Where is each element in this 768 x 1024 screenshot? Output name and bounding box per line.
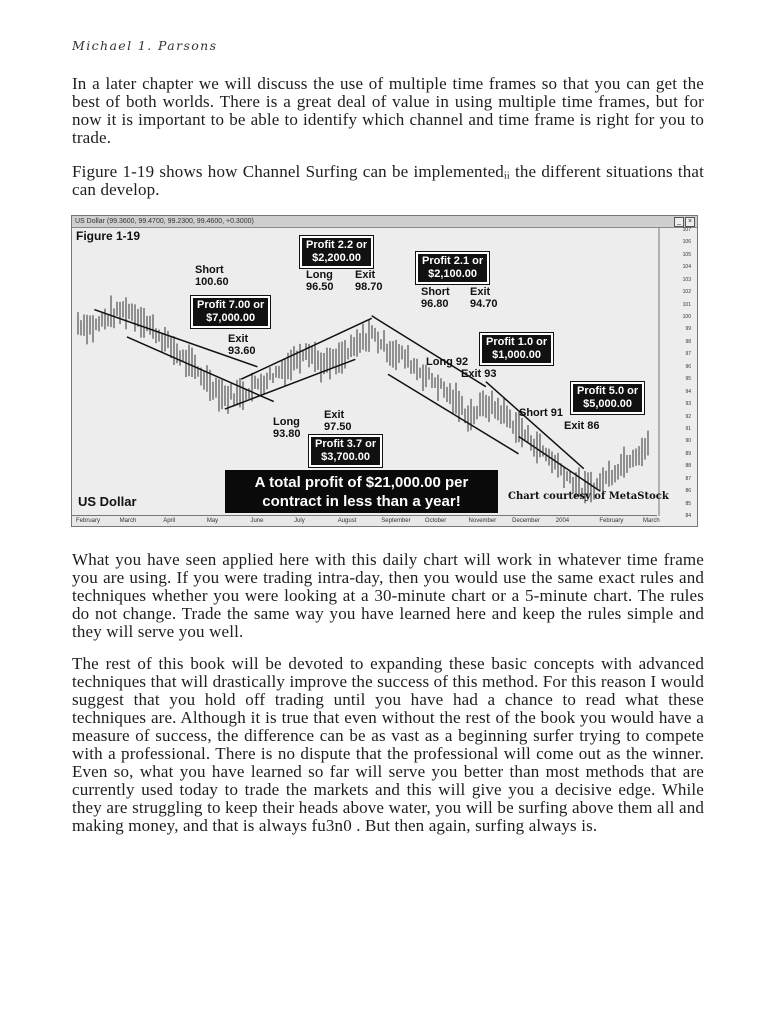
y-tick-label: 91	[685, 425, 691, 432]
total-profit-banner: A total profit of $21,000.00 per contract in less than a year!	[225, 470, 498, 513]
y-tick-label: 106	[682, 239, 691, 246]
y-tick-label: 105	[682, 251, 691, 258]
annotation-short-100-60: Short 100.60	[195, 264, 229, 288]
annotation-long-92: Long 92	[426, 356, 469, 368]
y-tick-label: 93	[685, 401, 691, 408]
running-head: Michael 1. Parsons	[72, 38, 218, 53]
profit-box-7: Profit 7.00 or $7,000.00	[191, 296, 270, 328]
instrument-label: US Dollar	[78, 494, 137, 509]
profit-box-2-2: Profit 2.2 or $2,200.00	[300, 236, 373, 268]
y-tick-label: 90	[685, 438, 691, 445]
y-tick-label: 101	[682, 301, 691, 308]
y-tick-label: 96	[685, 363, 691, 370]
y-tick-label: 86	[685, 488, 691, 495]
y-tick-label: 103	[682, 276, 691, 283]
annotation-short-96-80: Short 96.80	[421, 286, 450, 310]
x-tick-label: March	[119, 518, 137, 524]
channel-line	[225, 359, 356, 409]
minimize-icon[interactable]: _	[674, 217, 684, 227]
annotation-exit-94-70: Exit 94.70	[470, 286, 498, 310]
annotation-short-91: Short 91	[519, 407, 564, 419]
y-tick-label: 89	[685, 450, 691, 457]
x-axis	[72, 515, 660, 526]
chart-window-titlebar: US Dollar (99.3600, 99.4700, 99.2300, 99.4600, +0.3000)	[72, 216, 697, 228]
x-tick-label: June	[250, 518, 264, 524]
profit-box-2-1: Profit 2.1 or $2,100.00	[416, 252, 489, 284]
x-tick-label: May	[206, 518, 219, 524]
x-tick-label: July	[294, 518, 305, 524]
x-tick-label: February	[599, 518, 624, 524]
figure-1-19-chart	[71, 215, 698, 527]
x-tick-label: February	[76, 518, 101, 524]
annotation-exit-86: Exit 86	[564, 420, 600, 432]
body-paragraph: The rest of this book will be devoted to expanding these basic concepts with advanced techniques that will drastically improve the success of this method. For this reason I would suggest that you hold off trading until you have had a chance to read what these techniques are. Although it is true that even without the rest of the book you would have a measure of success, the difference can be as vast as a beginning surfer trying to compete with a professional. There is no dispute that the professional will come out as the winner. Even so, what you have learned so far will serve you better than most methods that are currently used today to trade the markets and this will give you a decisive edge. While they are struggling to keep their heads above water, you will be surfing above them all and making money, and that is always fu3n0 . But then again, surfing always is.	[72, 654, 704, 835]
y-tick-label: 88	[685, 463, 691, 470]
annotation-exit-93-60: Exit 93.60	[228, 333, 256, 357]
annotation-exit-93: Exit 93	[461, 368, 497, 380]
y-tick-label: 99	[685, 326, 691, 333]
y-tick-label: 92	[685, 413, 691, 420]
y-tick-label: 102	[682, 289, 691, 296]
figure-label: Figure 1-19	[76, 229, 141, 243]
x-tick-label: September	[381, 518, 411, 524]
profit-box-1: Profit 1.0 or $1,000.00	[480, 333, 553, 365]
x-tick-label: December	[512, 518, 540, 524]
x-tick-label: April	[163, 518, 176, 524]
annotation-long-96-50: Long 96.50	[306, 269, 334, 293]
annotation-exit-97-50: Exit 97.50	[324, 409, 352, 433]
y-tick-label: 94	[685, 388, 691, 395]
y-tick-label: 97	[685, 351, 691, 358]
x-tick-label: October	[424, 518, 447, 524]
close-icon[interactable]: ×	[685, 217, 695, 227]
annotation-long-93-80: Long 93.80	[273, 416, 301, 440]
y-tick-label: 104	[682, 264, 691, 271]
y-tick-label: 98	[685, 338, 691, 345]
y-tick-label: 85	[685, 500, 691, 507]
y-tick-label: 87	[685, 475, 691, 482]
y-tick-label: 107	[682, 227, 691, 233]
y-tick-label: 100	[682, 314, 691, 321]
chart-courtesy: Chart courtesy of MetaStock	[508, 491, 669, 502]
channel-line	[388, 374, 519, 454]
body-paragraph: What you have seen applied here with this daily chart will work in whatever time frame you are using. If you were trading intra-day, then you would use the same exact rules and techniques whether you were looking at a 30-minute chart or a 5-minute chart. The rules do not change. Trade the same way you have learned here and keep the rules simple and they will serve you well.	[72, 550, 704, 641]
body-paragraph: Figure 1-19 shows how Channel Surfing can be implementedᵢᵢ the different situations that can develop.	[72, 162, 704, 199]
profit-box-3-7: Profit 3.7 or $3,700.00	[309, 435, 382, 467]
x-tick-label: August	[337, 518, 357, 524]
channel-line	[518, 436, 600, 491]
x-tick-label: November	[468, 518, 497, 524]
y-tick-label: 84	[685, 513, 691, 519]
body-paragraph: In a later chapter we will discuss the use of multiple time frames so that you can get the best of both worlds. There is a great deal of value in using multiple time frames, but for now it is important to be able to identify which channel and time frame is right for you to trade.	[72, 74, 704, 147]
y-tick-label: 95	[685, 376, 691, 383]
x-tick-label: 2004	[555, 518, 570, 524]
profit-box-5: Profit 5.0 or $5,000.00	[571, 382, 644, 414]
annotation-exit-98-70: Exit 98.70	[355, 269, 383, 293]
x-tick-label: March	[643, 518, 660, 524]
